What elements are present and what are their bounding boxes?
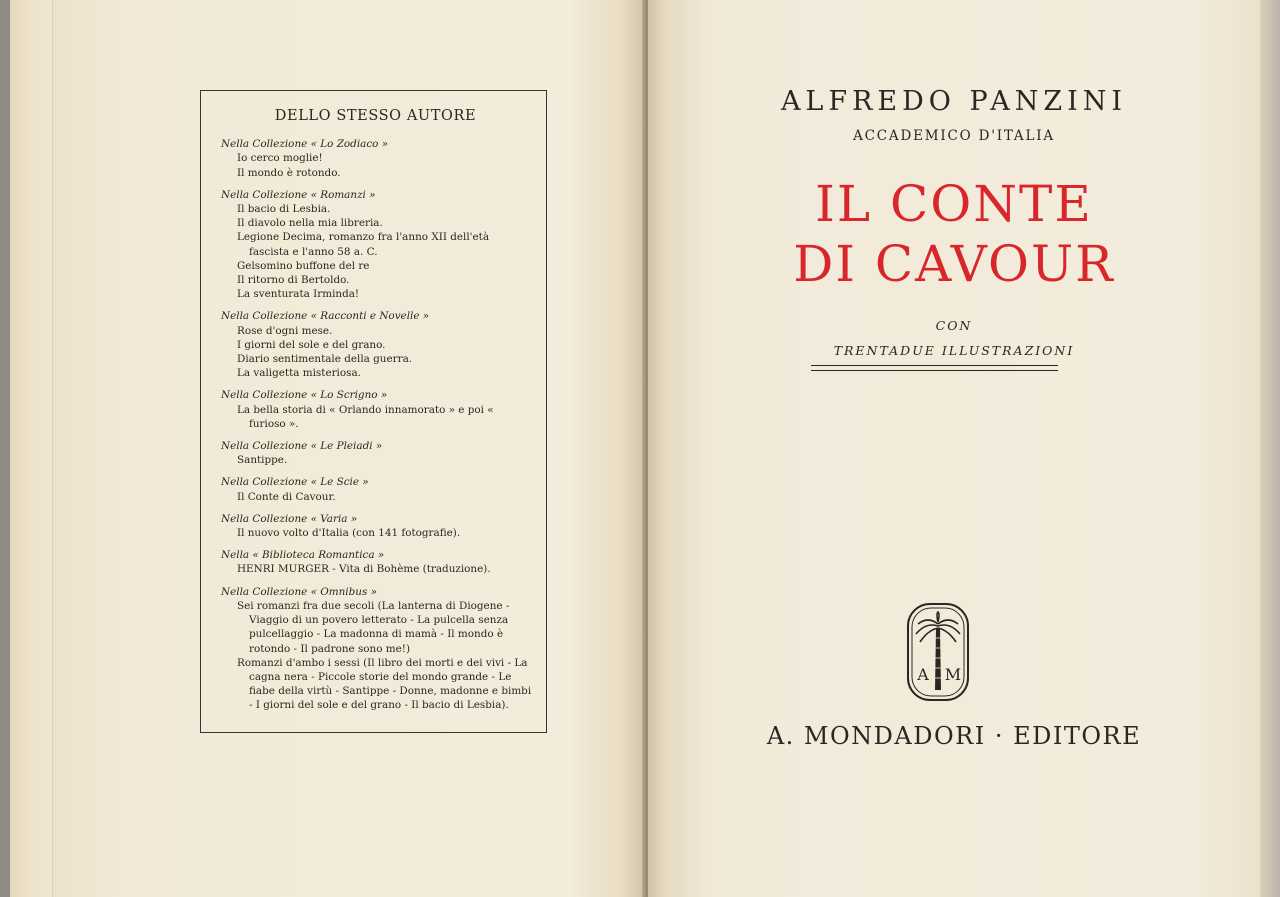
- double-rule-divider: [811, 365, 1058, 371]
- right-page: [648, 0, 1260, 897]
- collection-name: Nella Collezione « Omnibus »: [221, 585, 377, 598]
- book-entry: Il nuovo volto d'Italia (con 141 fotografie).: [237, 527, 461, 540]
- collection-name: Nella Collezione « Le Scie »: [221, 476, 369, 489]
- collection-name: Nella Collezione « Varia »: [221, 512, 358, 525]
- bibliography-section: [219, 388, 532, 431]
- book-entry: Il diavolo nella mia libreria.: [237, 217, 383, 230]
- book-entry: Io cerco moglie!: [237, 152, 323, 165]
- collection-name: Nella Collezione « Lo Zodiaco »: [221, 138, 389, 151]
- book-entry: I giorni del sole e del grano.: [237, 338, 386, 351]
- book-title-line-1: IL CONTE: [815, 175, 1093, 233]
- collection-name: Nella « Biblioteca Romantica »: [221, 549, 385, 562]
- book-entry: HENRI MURGER - Vita di Bohème (traduzione).: [237, 563, 491, 576]
- book-entry: Sei romanzi fra due secoli (La lanterna di Diogene - Viaggio di un povero letterato - La pulcella senza pulcellaggio - La madonna di mamà - Il mondo è rotondo - Il padrone sono me!): [237, 599, 510, 655]
- book-entry: Rose d'ogni mese.: [237, 324, 333, 337]
- bibliography-box: [200, 90, 547, 733]
- book-entry: Gelsomino buffone del re: [237, 259, 370, 272]
- bibliography-section: [219, 548, 532, 576]
- mondadori-palm-logo-icon: [906, 602, 970, 702]
- collection-name: Nella Collezione « Le Pleiadi »: [221, 440, 383, 453]
- author-name: ALFREDO PANZINI: [780, 86, 1128, 117]
- logo-letter-a: A: [917, 665, 929, 684]
- bibliography-section: [219, 439, 532, 467]
- bibliography-section: [219, 309, 532, 380]
- logo-letter-m: M: [944, 665, 962, 684]
- book-title-line-2: DI CAVOUR: [793, 235, 1115, 293]
- book-entry: Il Conte di Cavour.: [237, 490, 336, 503]
- collection-name: Nella Collezione « Lo Scrigno »: [221, 389, 388, 402]
- book-entry: La valigetta misteriosa.: [237, 367, 361, 380]
- book-entry: Legione Decima, romanzo fra l'anno XII dell'età fascista e l'anno 58 a. C.: [237, 231, 490, 258]
- illustrations-label: TRENTADUE ILLUSTRAZIONI: [833, 343, 1075, 358]
- book-entry: Santippe.: [237, 454, 288, 467]
- book-entry: Diario sentimentale della guerra.: [237, 353, 413, 366]
- author-title: ACCADEMICO D'ITALIA: [853, 128, 1055, 144]
- con-label: CON: [935, 318, 973, 333]
- book-edge: [10, 0, 53, 897]
- book-entry: Il ritorno di Bertoldo.: [237, 274, 350, 287]
- bibliography-section: [219, 137, 532, 180]
- book-title: [648, 174, 1260, 294]
- bibliography-section: [219, 585, 532, 713]
- bibliography-section: [219, 188, 532, 302]
- book-entry: La sventurata Irminda!: [237, 288, 360, 301]
- bibliography-heading: DELLO STESSO AUTORE: [274, 108, 477, 124]
- collection-name: Nella Collezione « Romanzi »: [221, 188, 376, 201]
- collection-name: Nella Collezione « Racconti e Novelle »: [221, 310, 430, 323]
- bibliography-section: [219, 512, 532, 540]
- book-edge-right: [1260, 0, 1280, 897]
- book-entry: Il bacio di Lesbia.: [237, 203, 331, 216]
- left-page: [10, 0, 645, 897]
- book-entry: La bella storia di « Orlando innamorato » e poi « furioso ».: [237, 403, 494, 430]
- bibliography-list: [219, 137, 532, 712]
- publisher-name: A. MONDADORI · EDITORE: [766, 722, 1142, 750]
- book-entry: Il mondo è rotondo.: [237, 166, 341, 179]
- bibliography-section: [219, 475, 532, 503]
- book-entry: Romanzi d'ambo i sessi (Il libro dei morti e dei vivi - La cagna nera - Piccole storie del mondo grande - Le fiabe della virtù - Santippe - Donne, madonne e bimbi - I giorni del sole e del grano - Il bacio di Lesbia).: [237, 656, 532, 712]
